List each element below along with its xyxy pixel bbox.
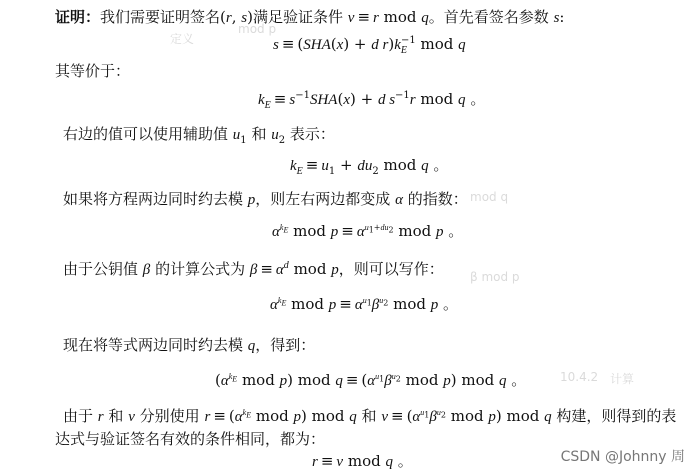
equation-5: $\alpha^{k_E}$ mod $p \equiv \alpha^{u_1}\beta^{u_2}$ mod p 。 xyxy=(270,295,459,313)
text-segment: ，则左右两边都变成 xyxy=(255,190,391,208)
math-inline: (r, s) xyxy=(220,8,253,26)
text-segment: 右边的值可以使用辅助值 xyxy=(63,125,229,143)
proof-intro xyxy=(55,8,564,27)
aux-values-text: 右边的值可以使用辅助值 $u_1$ 和 $u_2$ 表示： xyxy=(63,125,335,146)
ghost-text: 计算 xyxy=(610,372,635,386)
equation-1: s ≡ (SHA(x) + d $r)k_E^{-1}$ mod q xyxy=(273,35,466,56)
math-inline: s: xyxy=(553,8,565,26)
ghost-text: β mod p xyxy=(470,270,520,284)
mod-p-text: 如果将方程两边同时约去模 p，则左右两边都变成 α 的指数： xyxy=(63,190,468,208)
text-segment: 分别使用 xyxy=(139,407,200,425)
mod-q-text: 现在将等式两边同时约去模 q，得到： xyxy=(63,336,316,354)
ghost-text: 10.4.2 xyxy=(560,370,599,384)
equation-7: r ≡ v mod q 。 xyxy=(312,452,413,470)
text-segment: ，得到： xyxy=(255,336,316,354)
text-segment: 由于公钥值 xyxy=(63,260,139,278)
text-segment: 满足验证条件 xyxy=(252,8,343,26)
text-segment: 构建，则得到的表 xyxy=(556,407,677,425)
ghost-text: mod p xyxy=(238,22,277,36)
equation-6: ($\alpha^{k_E}$ mod p) mod $q \equiv (\alpha^{u_1}\beta^{u_2}$ mod p) mod q 。 xyxy=(215,371,527,389)
text-segment: 和 xyxy=(361,407,377,425)
text-segment: 我们需要证明签名 xyxy=(100,8,221,26)
ghost-text: 定义 xyxy=(170,32,195,46)
text-segment: 如果将方程两边同时约去模 xyxy=(63,190,244,208)
final-text-1: 由于 r 和 v 分别使用 $r \equiv (\alpha^{k_E}$ mod p) mod q 和 $v \equiv (\alpha^{u_1}\beta^{u_2}$ mod p) mod q 构建，则得到的表 xyxy=(63,407,677,425)
proof-label: 证明： xyxy=(55,8,101,26)
final-text-2: 达式与验证签名有效的条件相同，都为： xyxy=(55,430,326,448)
watermark: CSDN @Johnny 周 xyxy=(560,449,685,465)
text-segment: 和 xyxy=(251,125,267,143)
ghost-text: mod q xyxy=(470,190,509,204)
math-inline: v ≡ r mod q xyxy=(347,8,429,26)
public-key-text: 由于公钥值 β 的计算公式为 $\beta \equiv \alpha^d$ mod p，则可以写作： xyxy=(63,260,444,278)
text-segment: 的计算公式为 xyxy=(155,260,246,278)
text-segment: 由于 xyxy=(63,407,94,425)
equation-2: $k_E \equiv s^{-1}SHA(x) + d$ $s^{-1}r$ mod q 。 xyxy=(258,90,486,111)
text-segment: 表示： xyxy=(289,125,335,143)
text-segment: 现在将等式两边同时约去模 xyxy=(63,336,244,354)
equation-3: $k_E \equiv u_1 + du_2$ mod q 。 xyxy=(290,156,449,177)
equiv-text: 其等价于： xyxy=(55,62,131,80)
equation-4: $\alpha^{k_E}$ mod $p \equiv \alpha^{u_1+du_2}$ mod p 。 xyxy=(272,222,464,240)
text-segment: 的指数： xyxy=(407,190,468,208)
text-segment: 和 xyxy=(108,407,124,425)
text-segment: 。首先看签名参数 xyxy=(428,8,549,26)
text-segment: ，则可以写作： xyxy=(338,260,444,278)
